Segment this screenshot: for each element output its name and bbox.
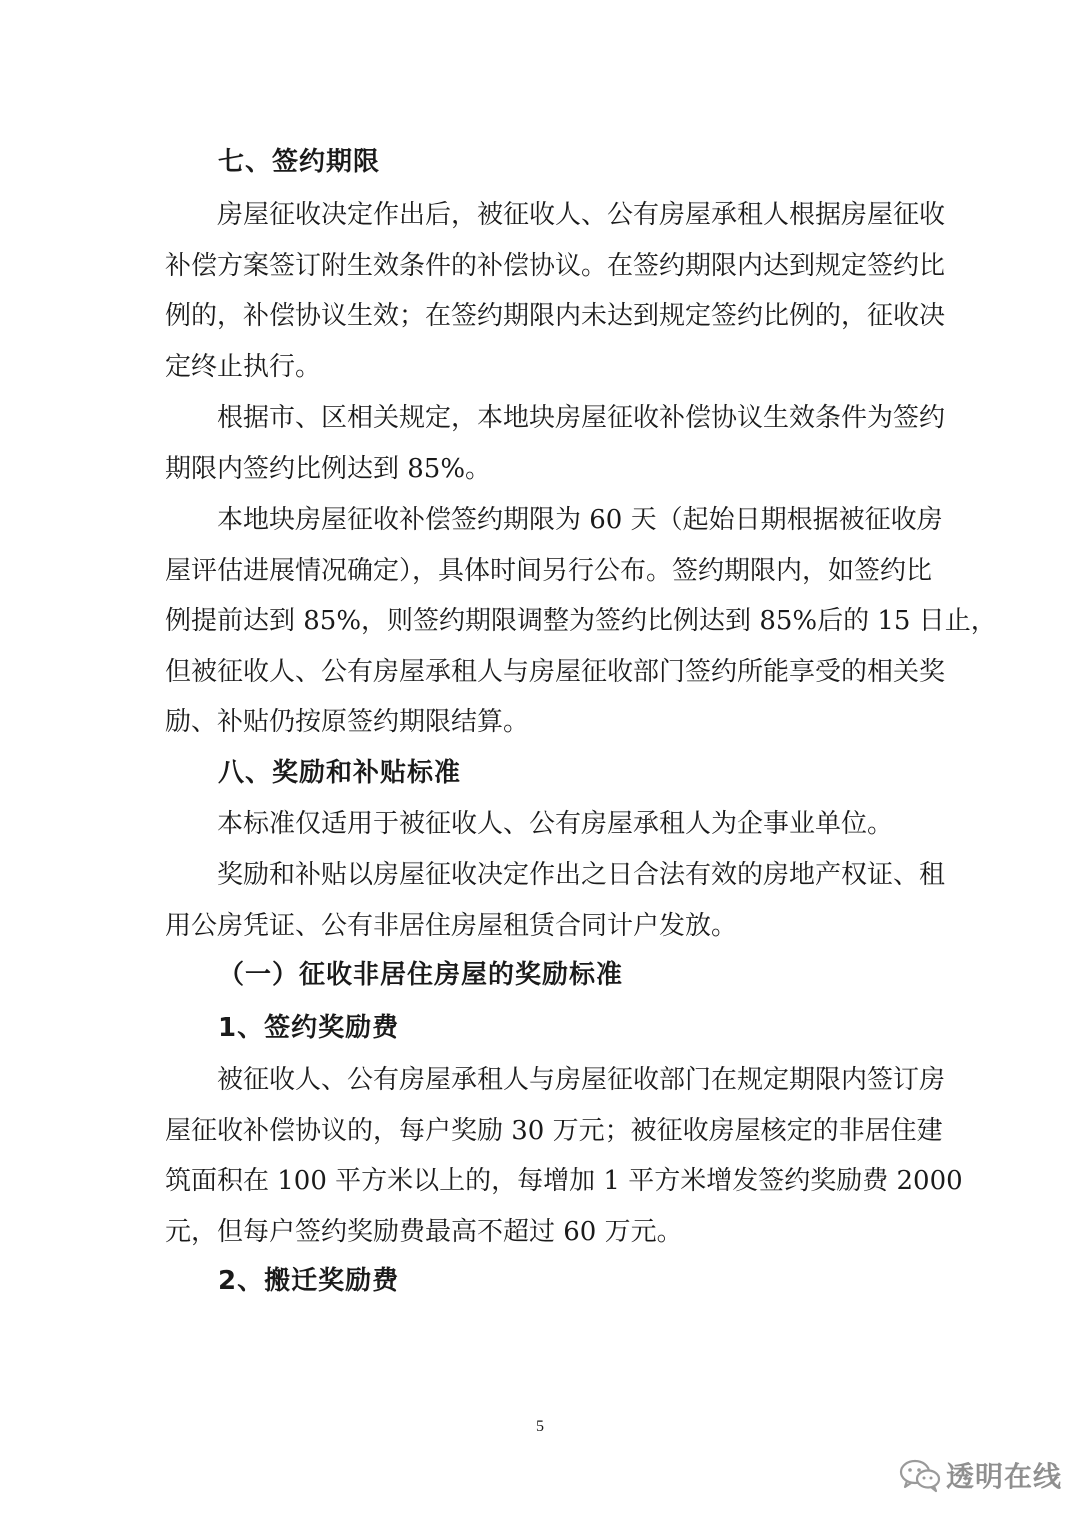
section-8-paragraph-2 — [165, 850, 946, 951]
text-line: 励、补贴仍按原签约期限结算。 — [165, 707, 530, 737]
text-line: 房屋征收决定作出后，被征收人、公有房屋承租人根据房屋征收 — [217, 200, 946, 230]
item-1-heading: 1、签约奖励费 — [218, 1013, 400, 1043]
text-line: 补偿方案签订附生效条件的补偿协议。在签约期限内达到规定签约比 — [165, 250, 946, 281]
item-2-heading: 2、搬迁奖励费 — [218, 1266, 400, 1296]
text-line: 期限内签约比例达到 85%。 — [165, 453, 492, 484]
text-line: 被征收人、公有房屋承租人与房屋征收部门在规定期限内签订房 — [217, 1065, 946, 1095]
text-line: 例提前达到 85%，则签约期限调整为签约比例达到 85%后的 15 日止， — [165, 606, 997, 636]
section-7-paragraph-3 — [165, 495, 997, 748]
wechat-icon — [898, 1457, 942, 1493]
watermark-text: 透明在线 — [946, 1460, 1063, 1493]
text-line: 定终止执行。 — [165, 351, 322, 382]
item-1-paragraph — [165, 1055, 963, 1257]
text-line: 但被征收人、公有房屋承租人与房屋征收部门签约所能享受的相关奖 — [165, 656, 946, 687]
subsection-heading: （一）征收非居住房屋的奖励标准 — [218, 960, 624, 990]
page-number: 5 — [536, 1418, 544, 1435]
text-line: 奖励和补贴以房屋征收决定作出之日合法有效的房地产权证、租 — [217, 860, 946, 890]
section-7-paragraph-1 — [165, 190, 946, 392]
section-8-heading: 八、奖励和补贴标准 — [218, 758, 462, 788]
section-8-paragraph-1 — [165, 799, 915, 850]
text-line: 用公房凭证、公有非居住房屋租赁合同计户发放。 — [165, 910, 738, 941]
text-line: 屋评估进展情况确定），具体时间另行公布。签约期限内，如签约比 — [165, 555, 933, 586]
text-line: 元，但每户签约奖励费最高不超过 60 万元。 — [165, 1216, 683, 1247]
text-line: 根据市、区相关规定，本地块房屋征收补偿协议生效条件为签约 — [217, 403, 946, 433]
text-line: 屋征收补偿协议的，每户奖励 30 万元；被征收房屋核定的非居住建 — [165, 1115, 943, 1146]
text-line: 例的，补偿协议生效；在签约期限内未达到规定签约比例的，征收决 — [165, 301, 946, 331]
text-line: 本地块房屋征收补偿签约期限为 60 天（起始日期根据被征收房 — [217, 505, 943, 535]
text-line: 本标准仅适用于被征收人、公有房屋承租人为企事业单位。 — [217, 809, 894, 839]
watermark — [898, 1455, 1062, 1495]
text-line: 筑面积在 100 平方米以上的，每增加 1 平方米增发签约奖励费 2000 — [165, 1166, 963, 1196]
section-7-heading: 七、签约期限 — [218, 147, 381, 177]
section-7-paragraph-2 — [165, 393, 946, 494]
